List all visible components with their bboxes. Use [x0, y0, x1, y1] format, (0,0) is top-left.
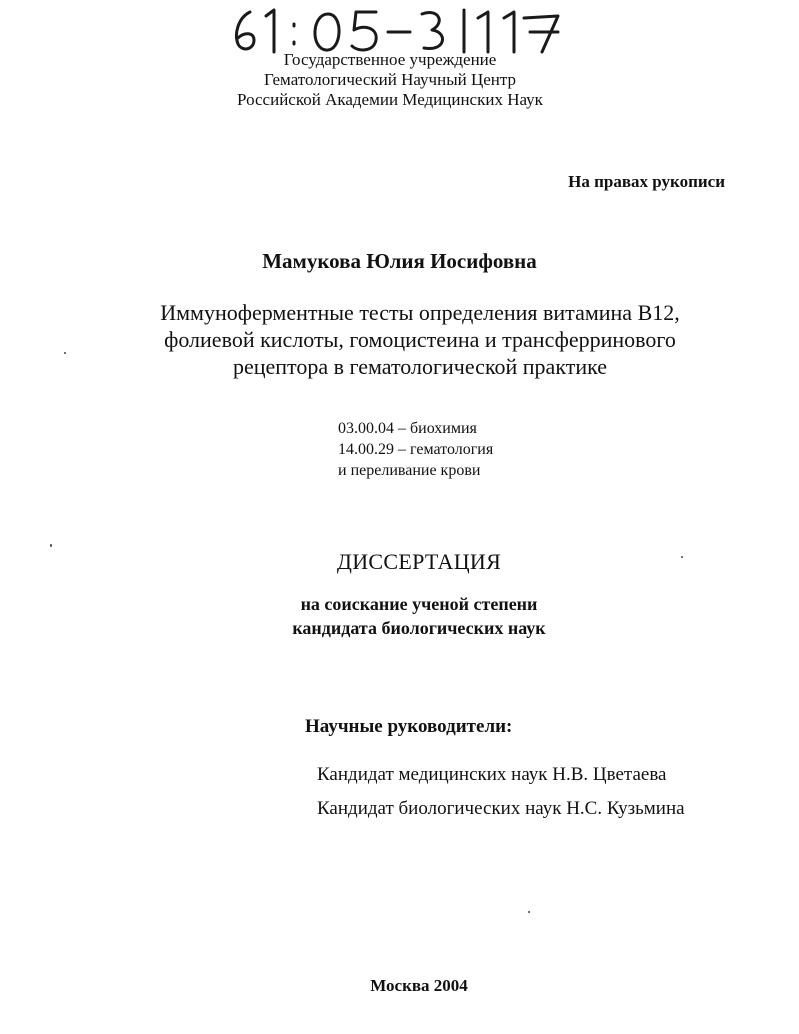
degree-line-2: кандидата биологических наук: [292, 618, 546, 638]
institution-line-2: Гематологический Научный Центр: [263, 70, 517, 89]
specialty-codes: [338, 418, 493, 481]
institution-line-3: Российской Академии Медицинских Наук: [237, 90, 543, 109]
degree-block: [0, 592, 799, 640]
title-line-1: Иммуноферментные тесты определения витамина В12,: [160, 300, 680, 325]
document-type: ДИССЕРТАЦИЯ: [336, 549, 502, 574]
scan-speck: [681, 556, 683, 558]
scan-speck: [50, 544, 52, 547]
institution-line-1: Государственное учреждение: [283, 50, 497, 69]
title-line-3: рецептора в гематологической практике: [232, 354, 608, 379]
scan-speck: [528, 911, 530, 913]
supervisor-item: Кандидат биологических наук Н.С. Кузьмина: [317, 798, 685, 819]
specialty-line: 14.00.29 – гематология: [338, 441, 494, 458]
degree-line-1: на соискание ученой степени: [300, 594, 538, 614]
title-line-2: фолиевой кислоты, гомоцистеина и трансферринового: [164, 327, 676, 352]
rights-note: На правах рукописи: [568, 172, 725, 191]
specialty-line: 03.00.04 – биохимия: [338, 420, 477, 437]
specialty-line: и переливание крови: [338, 462, 481, 479]
institution-block: [195, 50, 585, 110]
author-name: Мамукова Юлия Иосифовна: [262, 249, 537, 273]
supervisor-item: Кандидат медицинских наук Н.В. Цветаева: [317, 764, 667, 785]
city-year: Москва 2004: [370, 976, 468, 995]
supervisors-heading: Научные руководители:: [305, 716, 513, 737]
scan-speck: [64, 352, 66, 354]
dissertation-title: [120, 299, 720, 380]
